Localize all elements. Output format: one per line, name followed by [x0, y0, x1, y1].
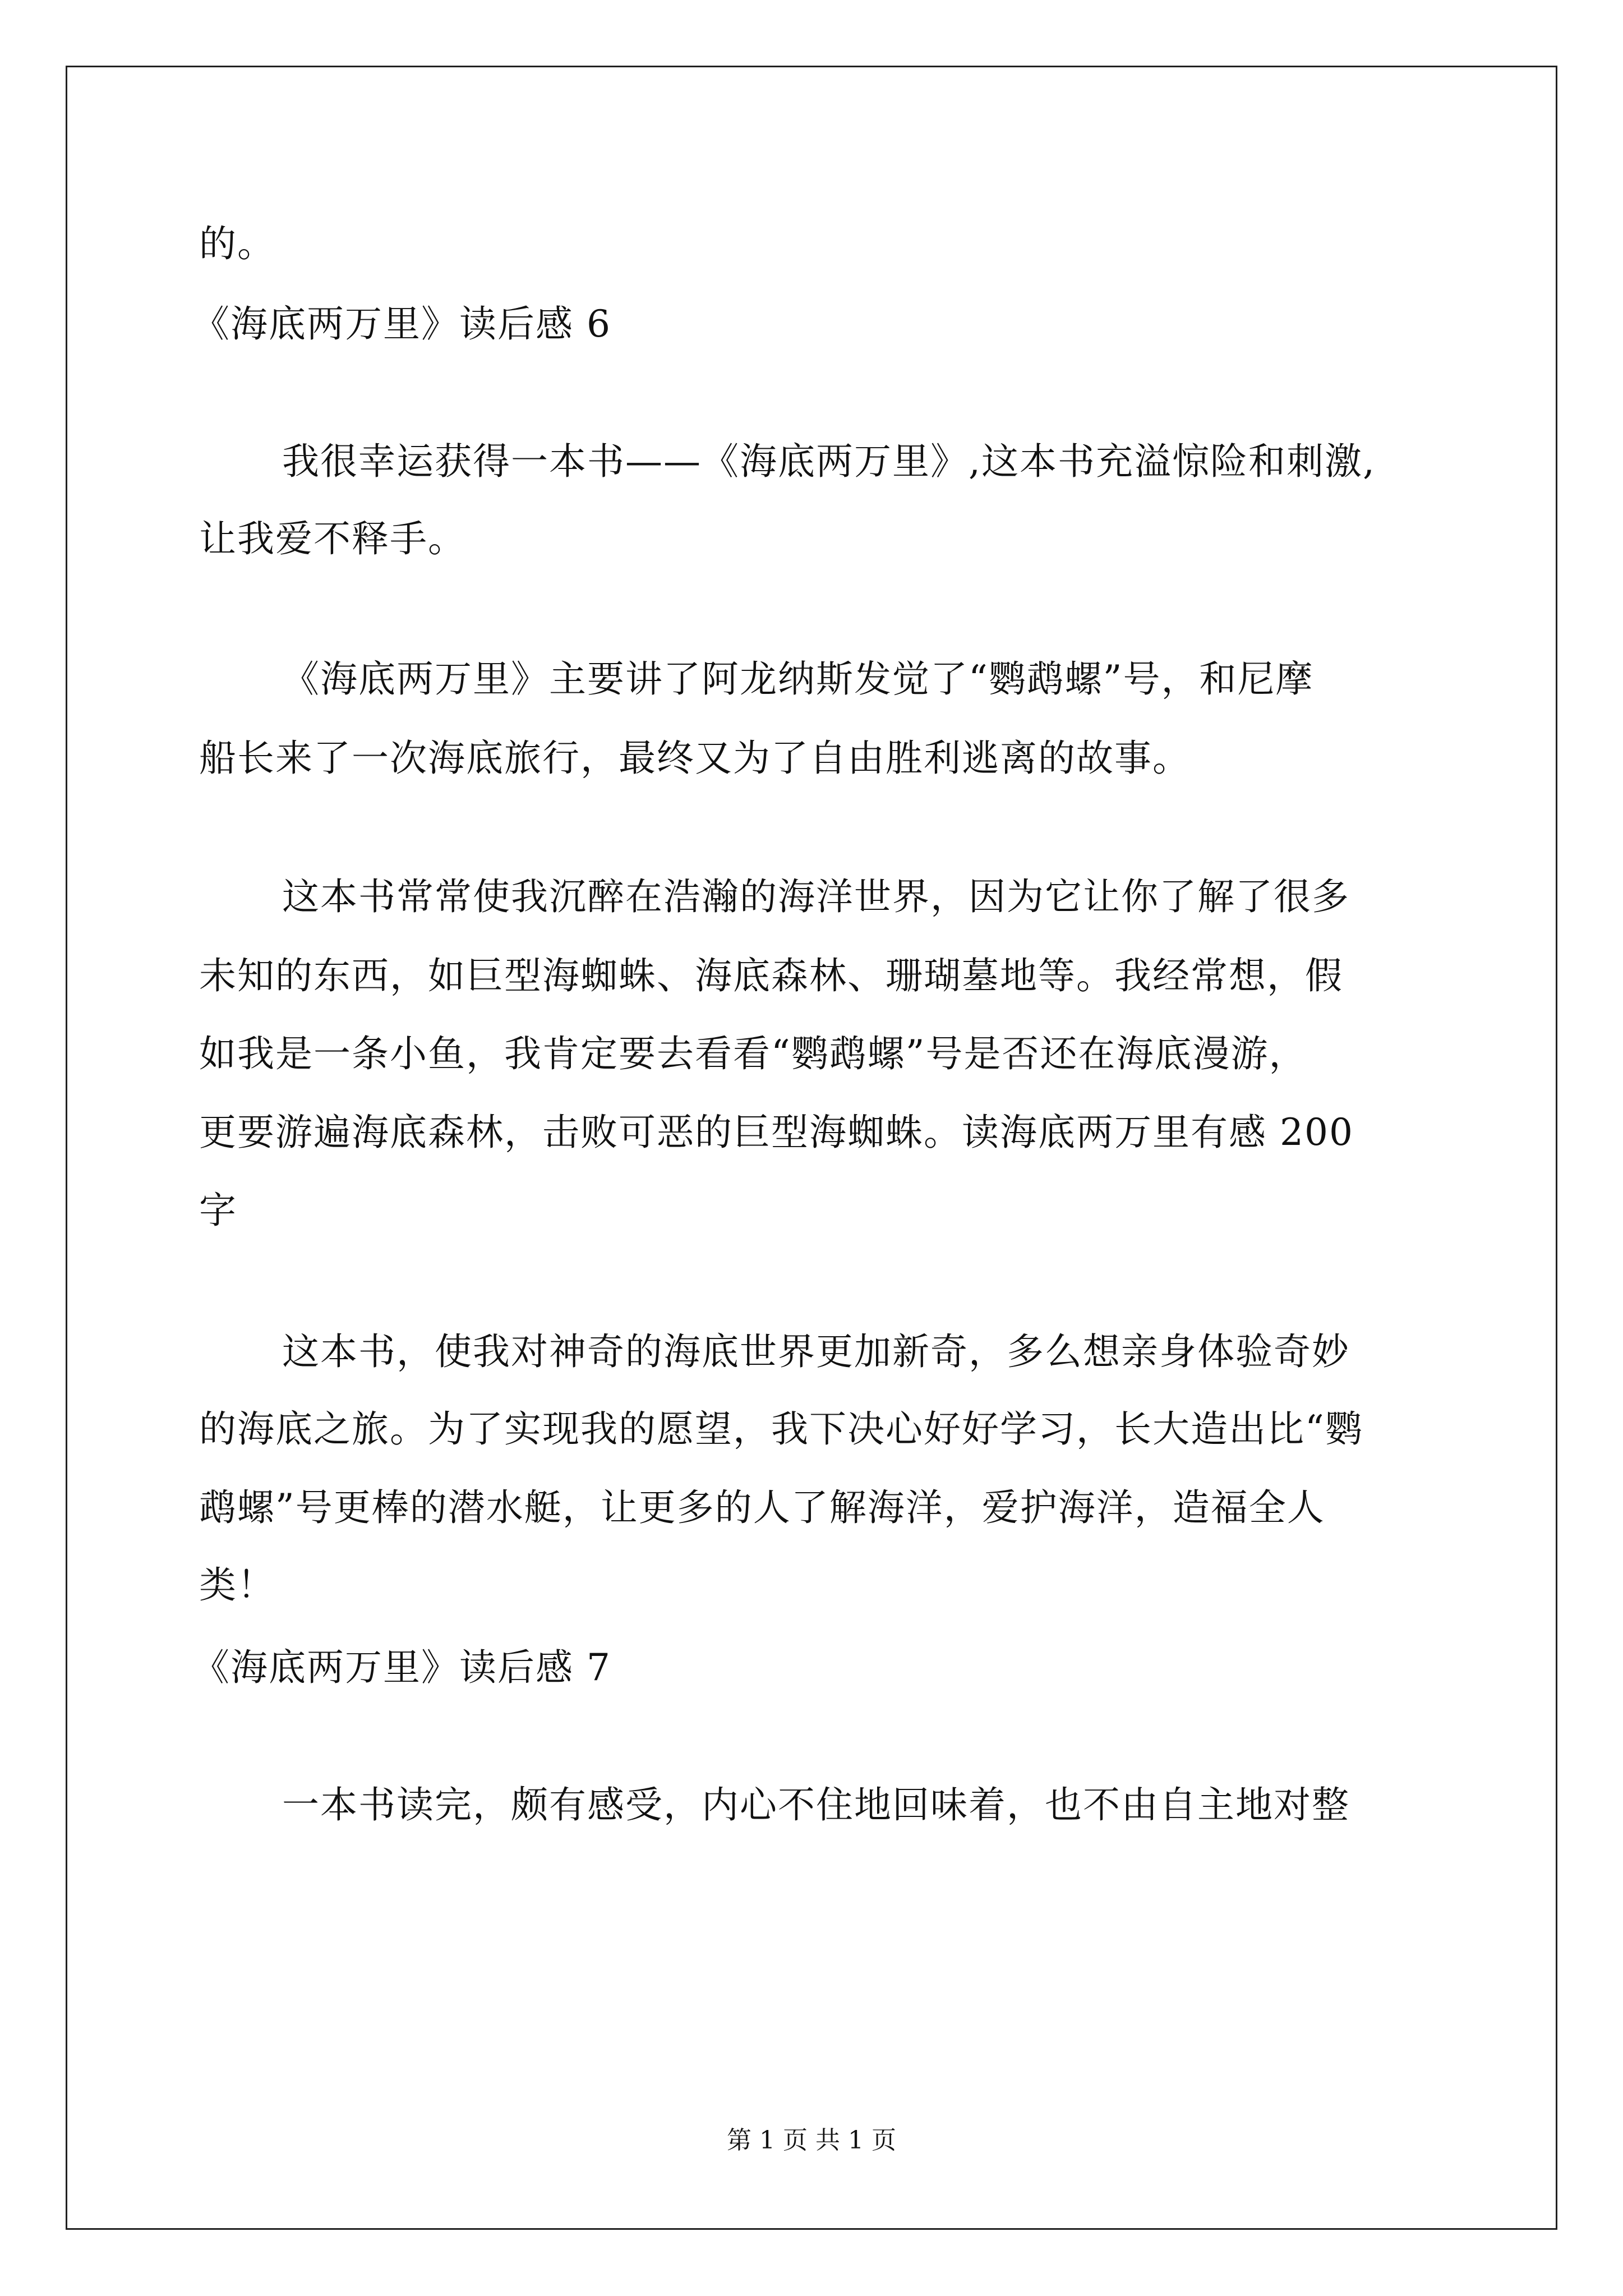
paragraph-line: 鹉螺”号更棒的潜水艇，让更多的人了解海洋，爱护海洋，造福全人: [199, 1486, 1325, 1529]
paragraph-line: 船长来了一次海底旅行，最终又为了自由胜利逃离的故事。: [199, 737, 1191, 780]
paragraph-line: 字: [199, 1189, 237, 1232]
paragraph-line: 这本书常常使我沉醉在浩瀚的海洋世界，因为它让你了解了很多: [282, 875, 1350, 918]
section-heading: 《海底两万里》读后感 6: [192, 302, 611, 346]
paragraph-line: 我很幸运获得一本书——《海底两万里》,这本书充溢惊险和刺激,: [282, 440, 1376, 483]
paragraph-line: 这本书，使我对神奇的海底世界更加新奇，多么想亲身体验奇妙: [282, 1330, 1350, 1373]
paragraph-line: 更要游遍海底森林，击败可恶的巨型海蜘蛛。读海底两万里有感 200: [199, 1111, 1354, 1154]
section-heading: 《海底两万里》读后感 7: [192, 1646, 611, 1689]
paragraph-line: 让我爱不释手。: [199, 517, 466, 560]
paragraph-line: 的海底之旅。为了实现我的愿望，我下决心好好学习，长大造出比“鹦: [199, 1407, 1363, 1451]
paragraph-line: 如我是一条小鱼，我肯定要去看看“鹦鹉螺”号是否还在海底漫游，: [199, 1032, 1307, 1075]
paragraph-line: 一本书读完，颇有感受，内心不住地回味着，也不由自主地对整: [282, 1783, 1350, 1826]
paragraph-line: 的。: [199, 222, 275, 265]
paragraph-line: 《海底两万里》主要讲了阿龙纳斯发觉了“鹦鹉螺”号，和尼摩: [282, 657, 1314, 701]
paragraph-line: 类！: [199, 1563, 275, 1607]
page-footer: 第 1 页 共 1 页: [727, 2126, 896, 2155]
paragraph-line: 未知的东西，如巨型海蜘蛛、海底森林、珊瑚墓地等。我经常想，假: [199, 954, 1343, 997]
